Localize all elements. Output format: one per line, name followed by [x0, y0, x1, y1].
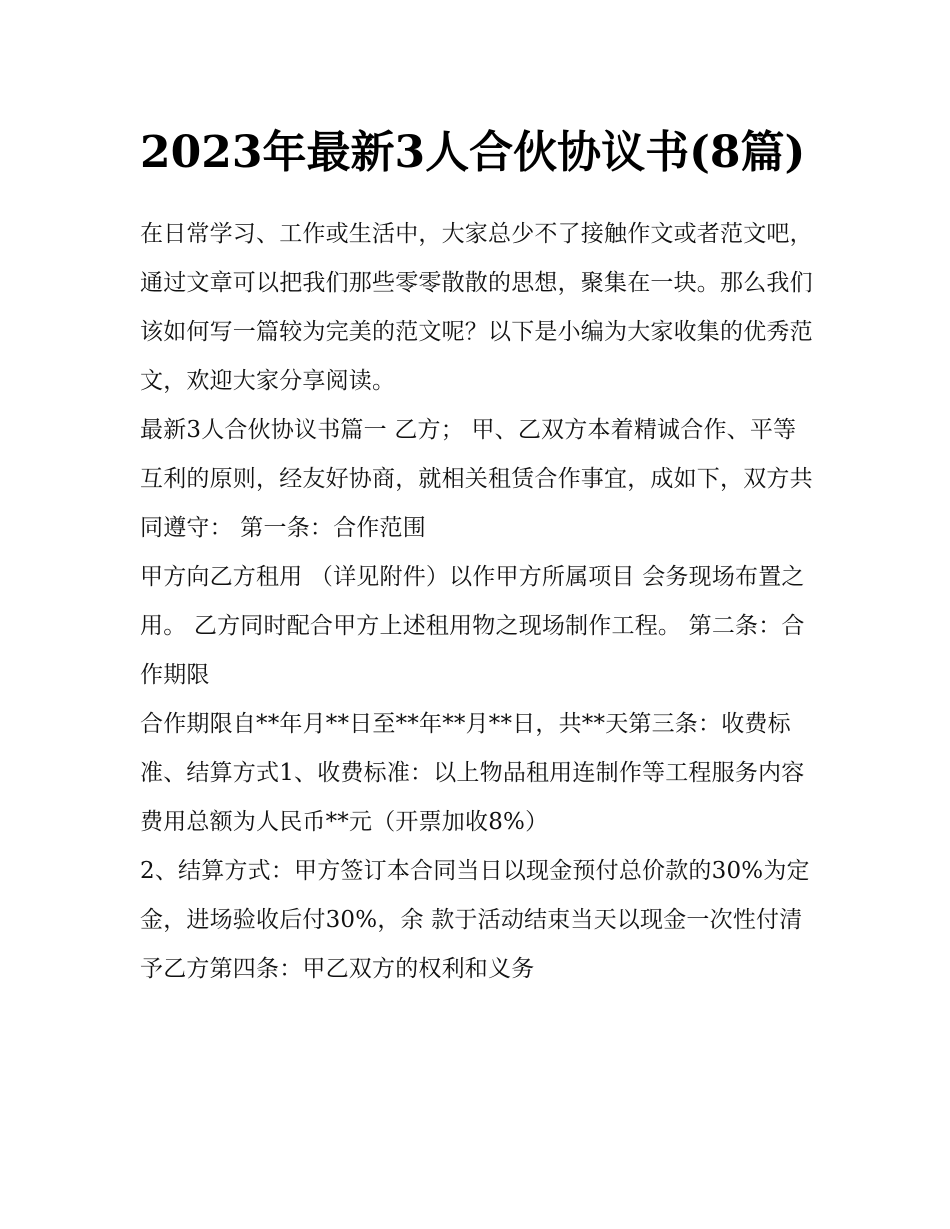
- document-title: 2023年最新3人合伙协议书(8篇): [140, 127, 806, 178]
- term-and-fee-paragraph: 合作期限自**年月**日至**年**月**日，共**天第三条：收费标准、结算方式1、收费标准：以上物品租用连制作等工程服务内容费用总额为人民币**元（开票加收8%）: [140, 711, 805, 835]
- intro-paragraph: 在日常学习、工作或生活中，大家总少不了接触作文或者范文吧，通过文章可以把我们那些零零散散的思想，聚集在一块。那么我们该如何写一篇较为完美的范文呢？以下是小编为大家收集的优秀范文，欢迎大家分享阅读。: [140, 221, 813, 394]
- document-body: [140, 118, 821, 994]
- article-one-paragraph: 最新3人合伙协议书篇一 乙方； 甲、乙双方本着精诚合作、平等互利的原则，经友好协商，就相关租赁合作事宜，成如下，双方共 同遵守： 第一条：合作范围: [140, 417, 821, 541]
- settlement-paragraph: 2、结算方式：甲方签订本合同当日以现金预付总价款的30%为定金，进场验收后付30%，余 款于活动结束当天以现金一次性付清予乙方第四条：甲乙双方的权利和义务: [140, 858, 810, 982]
- scope-paragraph: 甲方向乙方租用 （详见附件）以作甲方所属项目 会务现场布置之用。 乙方同时配合甲方上述租用物之现场制作工程。 第二条：合作期限: [140, 564, 805, 688]
